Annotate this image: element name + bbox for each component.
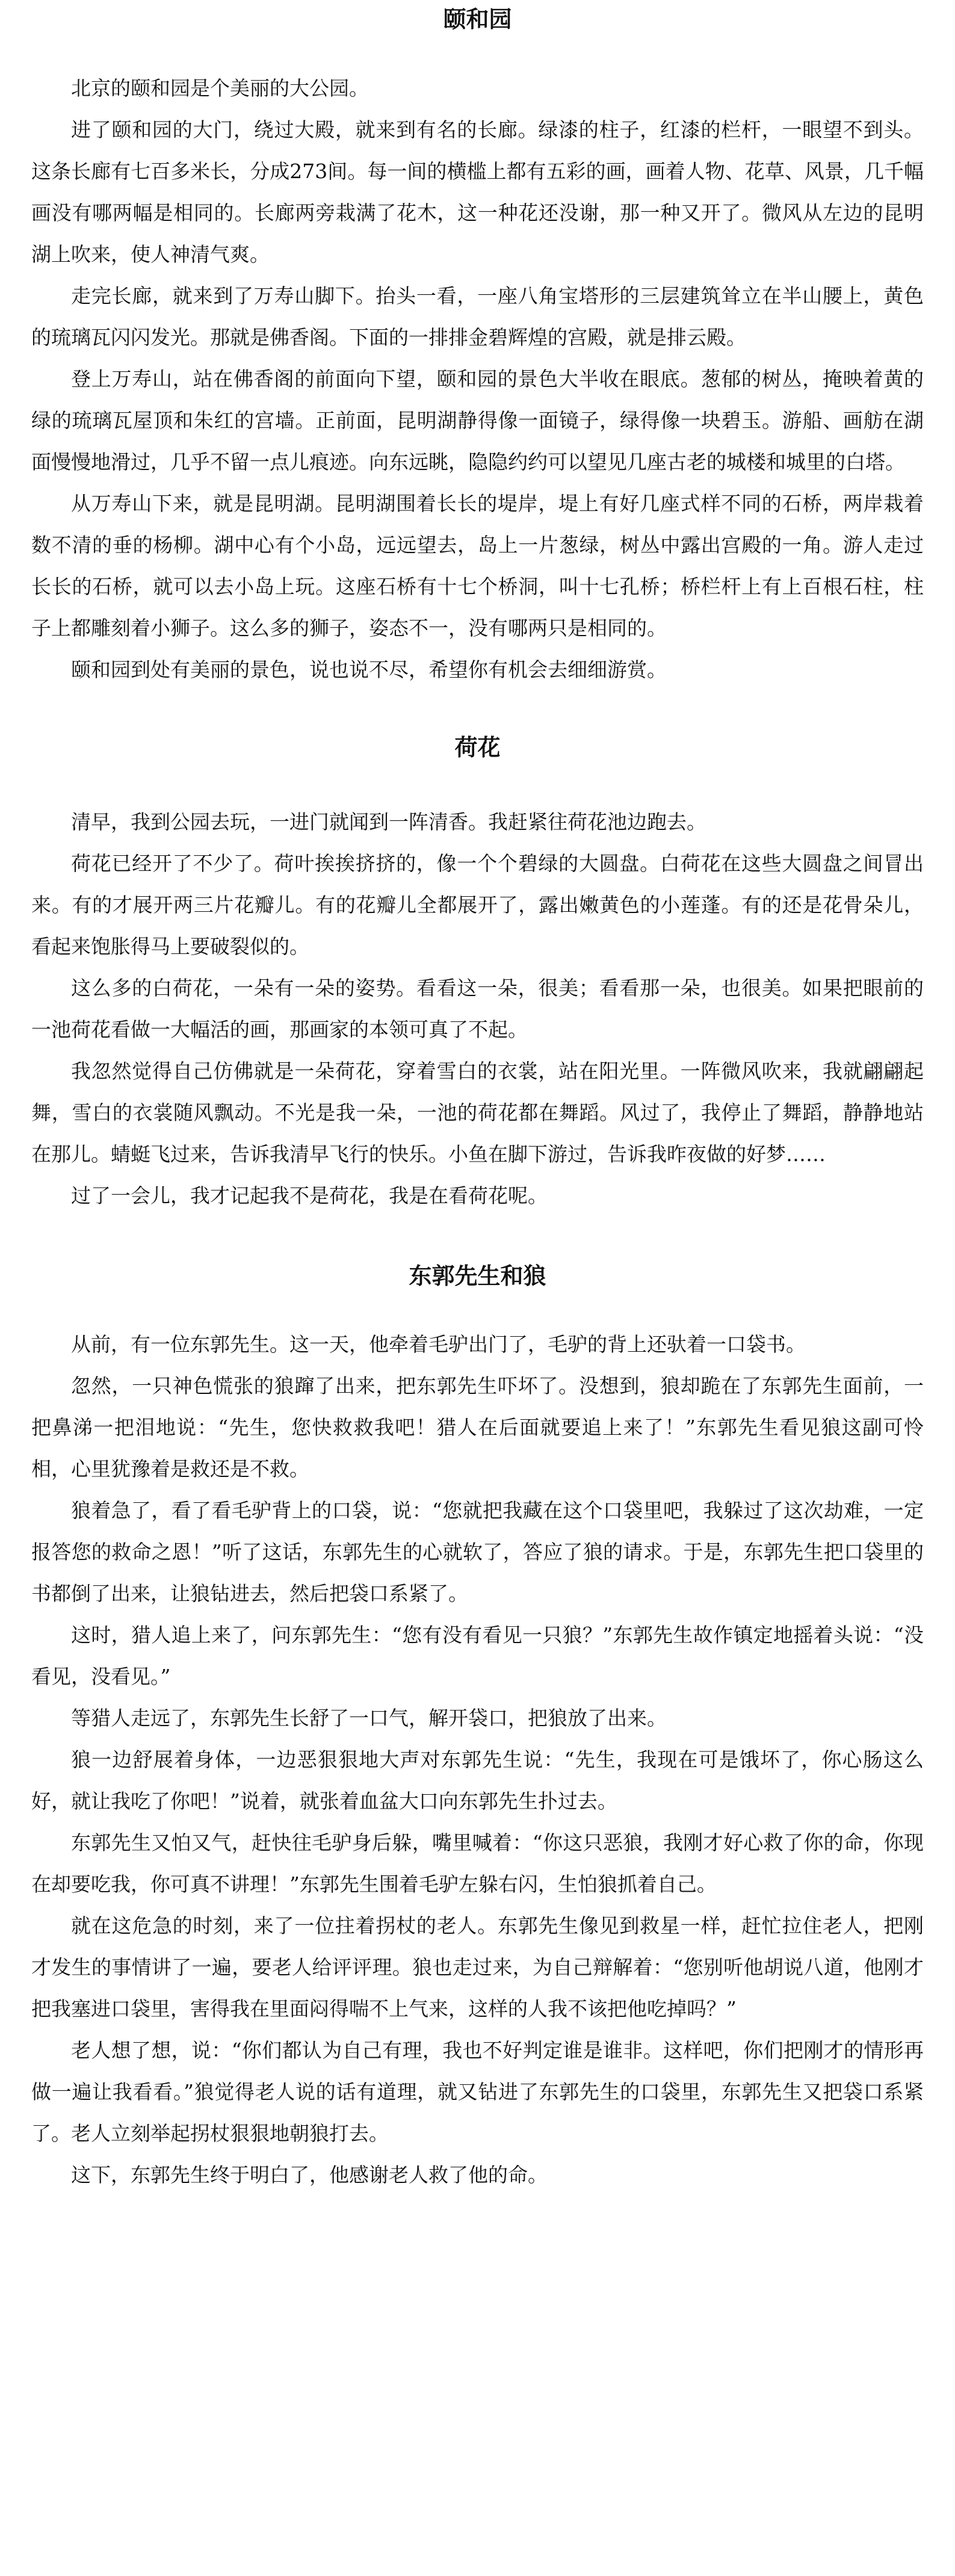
- paragraph: 走完长廊，就来到了万寿山脚下。抬头一看，一座八角宝塔形的三层建筑耸立在半山腰上，黄色的琉璃瓦闪闪发光。那就是佛香阁。下面的一排排金碧辉煌的宫殿，就是排云殿。: [31, 284, 924, 349]
- paragraph: 狼着急了，看了看毛驴背上的口袋，说：“您就把我藏在这个口袋里吧，我躲过了这次劫难，一定报答您的救命之恩！”听了这话，东郭先生的心就软了，答应了狼的请求。于是，东郭先生把口袋里的书都倒了出来，让狼钻进去，然后把袋口系紧了。: [31, 1499, 924, 1605]
- paragraph: 忽然，一只神色慌张的狼蹿了出来，把东郭先生吓坏了。没想到，狼却跪在了东郭先生面前，一把鼻涕一把泪地说：“先生，您快救救我吧！猎人在后面就要追上来了！”东郭先生看见狼这副可怜相，心里犹豫着是救还是不救。: [31, 1374, 924, 1481]
- paragraph: 从前，有一位东郭先生。这一天，他牵着毛驴出门了，毛驴的背上还驮着一口袋书。: [71, 1333, 806, 1356]
- paragraph: 北京的颐和园是个美丽的大公园。: [71, 76, 369, 100]
- section-title-wrapper: [31, 690, 924, 769]
- paragraph: 东郭先生又怕又气，赶快往毛驴身后躲，嘴里喊着：“你这只恶狼，我刚才好心救了你的命，你现在却要吃我，你可真不讲理！”东郭先生围着毛驴左躲右闪，生怕狼抓着自己。: [31, 1831, 924, 1896]
- section-dongguo: [31, 1216, 924, 2196]
- paragraph: 过了一会儿，我才记起我不是荷花，我是在看荷花呢。: [71, 1184, 548, 1207]
- paragraph: 就在这危急的时刻，来了一位拄着拐杖的老人。东郭先生像见到救星一样，赶忙拉住老人，把刚才发生的事情讲了一遍，要老人给评评理。狼也走过来，为自己辩解着：“您别听他胡说八道，他刚才把我塞进口袋里，害得我在里面闷得喘不上气来，这样的人我不该把他吃掉吗？”: [31, 1914, 924, 2020]
- paragraph: 这时，猎人追上来了，问东郭先生：“您有没有看见一只狼？”东郭先生故作镇定地摇着头说：“没看见，没看见。”: [31, 1623, 924, 1688]
- section-title: 颐和园: [443, 5, 512, 33]
- paragraph: 老人想了想，说：“你们都认为自己有理，我也不好判定谁是谁非。这样吧，你们把刚才的情形再做一遍让我看看。”狼觉得老人说的话有道理，就又钻进了东郭先生的口袋里，东郭先生又把袋口系紧了。老人立刻举起拐杖狠狠地朝狼打去。: [31, 2039, 924, 2145]
- paragraph: 这下，东郭先生终于明白了，他感谢老人救了他的命。: [71, 2163, 548, 2187]
- section-body: [31, 769, 924, 1216]
- paragraph: 这么多的白荷花，一朵有一朵的姿势。看看这一朵，很美；看看那一朵，也很美。如果把眼前的一池荷花看做一大幅活的画，那画家的本领可真了不起。: [31, 976, 924, 1041]
- section-body: [31, 40, 924, 690]
- paragraph: 我忽然觉得自己仿佛就是一朵荷花，穿着雪白的衣裳，站在阳光里。一阵微风吹来，我就翩翩起舞，雪白的衣裳随风飘动。不光是我一朵，一池的荷花都在舞蹈。风过了，我停止了舞蹈，静静地站在那儿。蜻蜓飞过来，告诉我清早飞行的快乐。小鱼在脚下游过，告诉我昨夜做的好梦……: [31, 1059, 924, 1166]
- paragraph: 登上万寿山，站在佛香阁的前面向下望，颐和园的景色大半收在眼底。葱郁的树丛，掩映着黄的绿的琉璃瓦屋顶和朱红的宫墙。正前面，昆明湖静得像一面镜子，绿得像一块碧玉。游船、画舫在湖面慢慢地滑过，几乎不留一点儿痕迹。向东远眺，隐隐约约可以望见几座古老的城楼和城里的白塔。: [31, 367, 924, 474]
- section-title-wrapper: [31, 1216, 924, 1297]
- section-title: 东郭先生和狼: [409, 1262, 546, 1289]
- section-yiheyuan: [31, 0, 924, 690]
- section-hehua: [31, 690, 924, 1216]
- section-body: [31, 1297, 924, 2196]
- paragraph: 进了颐和园的大门，绕过大殿，就来到有名的长廊。绿漆的柱子，红漆的栏杆，一眼望不到头。这条长廊有七百多米长，分成273间。每一间的横槛上都有五彩的画，画着人物、花草、风景，几千幅画没有哪两幅是相同的。长廊两旁栽满了花木，这一种花还没谢，那一种又开了。微风从左边的昆明湖上吹来，使人神清气爽。: [31, 118, 924, 266]
- paragraph: 等猎人走远了，东郭先生长舒了一口气，解开袋口，把狼放了出来。: [71, 1706, 667, 1730]
- section-title-wrapper: [31, 0, 924, 40]
- paragraph: 颐和园到处有美丽的景色，说也说不尽，希望你有机会去细细游赏。: [71, 658, 667, 681]
- paragraph: 狼一边舒展着身体，一边恶狠狠地大声对东郭先生说：“先生，我现在可是饿坏了，你心肠这么好，就让我吃了你吧！”说着，就张着血盆大口向东郭先生扑过去。: [31, 1748, 924, 1813]
- paragraph: 从万寿山下来，就是昆明湖。昆明湖围着长长的堤岸，堤上有好几座式样不同的石桥，两岸栽着数不清的垂的杨柳。湖中心有个小岛，远远望去，岛上一片葱绿，树丛中露出宫殿的一角。游人走过长长的石桥，就可以去小岛上玩。这座石桥有十七个桥洞，叫十七孔桥；桥栏杆上有上百根石柱，柱子上都雕刻着小狮子。这么多的狮子，姿态不一，没有哪两只是相同的。: [31, 492, 924, 640]
- section-title: 荷花: [454, 734, 501, 761]
- paragraph: 清早，我到公园去玩，一进门就闻到一阵清香。我赶紧往荷花池边跑去。: [71, 810, 706, 834]
- paragraph: 荷花已经开了不少了。荷叶挨挨挤挤的，像一个个碧绿的大圆盘。白荷花在这些大圆盘之间冒出来。有的才展开两三片花瓣儿。有的花瓣儿全都展开了，露出嫩黄色的小莲蓬。有的还是花骨朵儿，看起来饱胀得马上要破裂似的。: [31, 852, 924, 958]
